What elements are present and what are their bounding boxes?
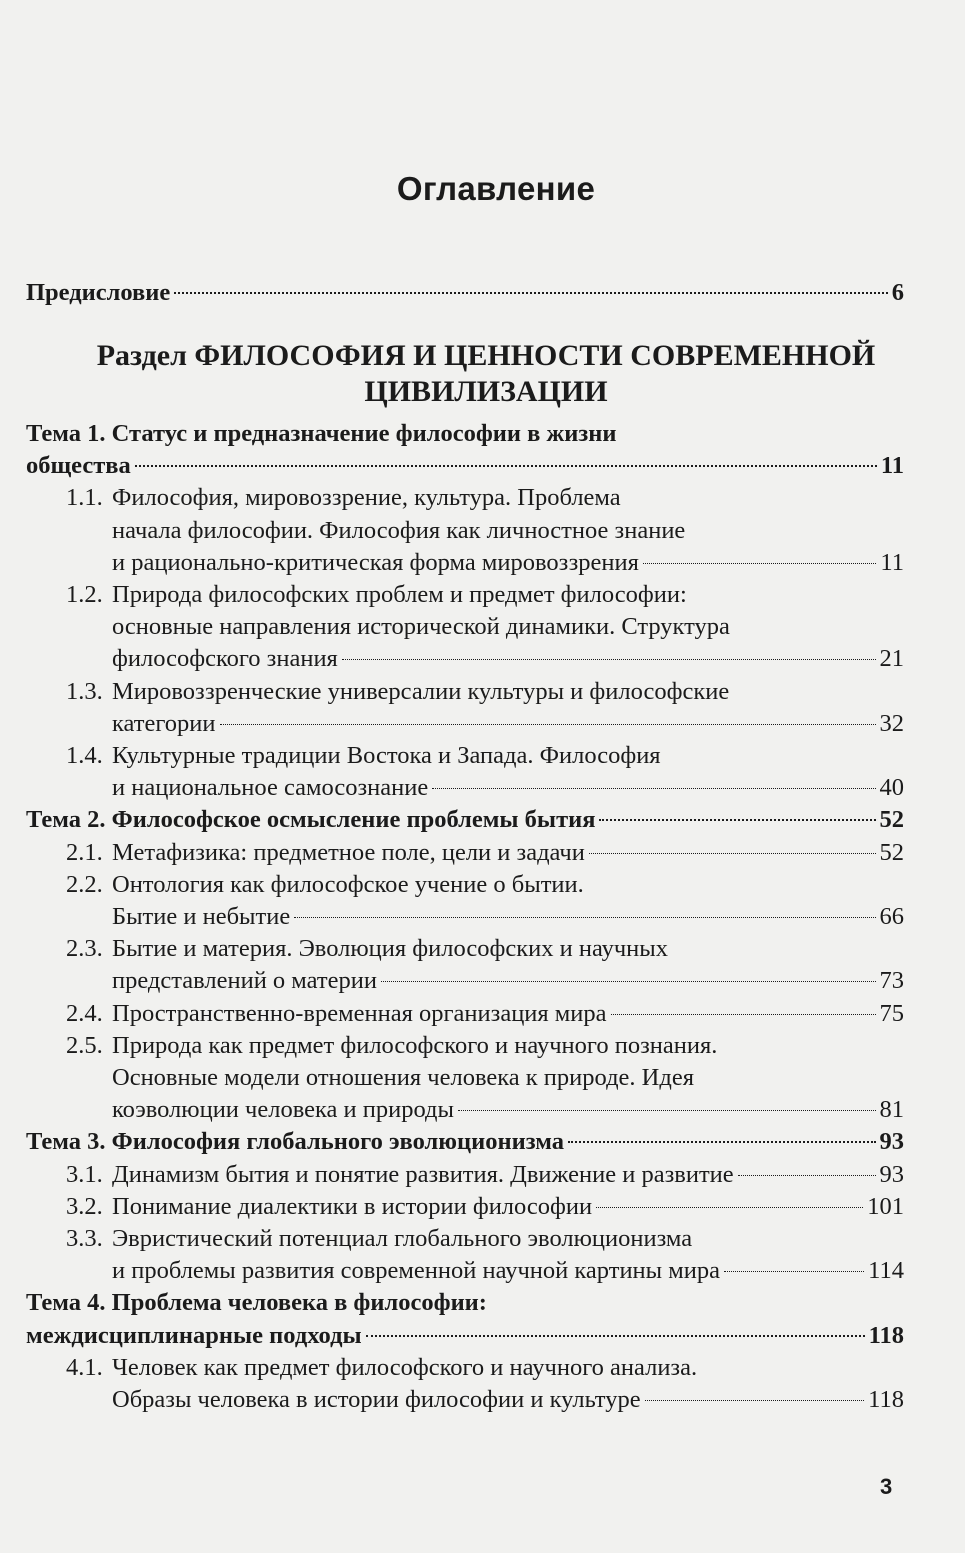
entry-page-number: 114 (868, 1257, 904, 1285)
entry-page-number: 66 (879, 903, 904, 930)
dot-leader (342, 659, 876, 660)
dot-leader (738, 1175, 876, 1176)
subsection-number: 2.4. (66, 999, 103, 1027)
dot-leader (724, 1271, 864, 1272)
subsection-entry[interactable] (112, 708, 904, 740)
dot-leader (458, 1110, 876, 1111)
topic-heading[interactable] (26, 1287, 904, 1319)
subsection-text: Динамизм бытия и понятие развития. Движение и развитие (112, 1160, 734, 1188)
entry-page-number: 40 (879, 774, 904, 802)
dot-leader (596, 1207, 863, 1208)
page-number: 3 (880, 1474, 893, 1499)
entry-page-number: 52 (879, 806, 904, 834)
dot-leader (643, 563, 877, 564)
subsection-entry[interactable] (112, 901, 904, 933)
dot-leader (381, 981, 876, 982)
entry-page-number: 21 (879, 645, 904, 673)
subsection-text: категории (112, 709, 216, 737)
subsection-number: 1.4. (66, 742, 103, 769)
dot-leader (220, 724, 876, 725)
entry-page-number: 11 (880, 452, 904, 480)
subsection-text: Образы человека в истории философии и культуре (112, 1386, 641, 1413)
subsection-entry[interactable] (112, 1384, 904, 1416)
subsection-text: Культурные традиции Востока и Запада. Философия (112, 742, 661, 769)
subsection-number: 2.1. (66, 838, 103, 866)
subsection-entry[interactable] (66, 933, 904, 965)
topic-heading[interactable] (26, 450, 904, 482)
subsection-text: начала философии. Философия как личностное знание (112, 516, 686, 544)
dot-leader (366, 1335, 865, 1337)
subsection-number: 2.5. (66, 1031, 103, 1059)
entry-page-number: 73 (879, 967, 904, 995)
subsection-entry[interactable] (112, 547, 904, 579)
subsection-text: Мировоззренческие универсалии культуры и философские (112, 677, 730, 705)
subsection-text: представлений о материи (112, 967, 377, 995)
subsection-entry[interactable] (112, 643, 904, 675)
toc-page (26, 0, 904, 1553)
subsection-entry[interactable] (112, 611, 904, 643)
subsection-number: 2.2. (66, 870, 103, 898)
entry-page-number: 75 (879, 999, 904, 1027)
dot-leader (294, 917, 875, 918)
subsection-text: Природа как предмет философского и научного познания. (112, 1031, 718, 1059)
dot-leader (599, 819, 875, 821)
dot-leader (611, 1014, 876, 1015)
topic-heading[interactable] (26, 804, 904, 836)
subsection-entry[interactable] (66, 1352, 904, 1384)
entry-page-number: 6 (891, 279, 904, 306)
subsection-text: Понимание диалектики в истории философии (112, 1192, 593, 1220)
subsection-entry[interactable] (112, 1094, 904, 1126)
topic-heading-text: Тема 1. Статус и предназначение философии в жизни (26, 420, 617, 447)
subsection-text: Природа философских проблем и предмет философии: (112, 581, 687, 608)
subsection-entry[interactable] (112, 1255, 904, 1287)
subsection-text: Человек как предмет философского и научного анализа. (112, 1353, 698, 1381)
subsection-number: 2.3. (66, 935, 103, 963)
dot-leader (645, 1400, 865, 1401)
subsection-text: и проблемы развития современной научной картины мира (112, 1257, 720, 1285)
subsection-entry[interactable] (66, 676, 904, 708)
subsection-text: основные направления исторической динамики. Структура (112, 613, 730, 641)
subsection-entry[interactable] (112, 515, 904, 547)
subsection-entry[interactable] (66, 1191, 904, 1223)
topic-heading-text: общества (26, 452, 131, 480)
entry-page-number: 81 (879, 1096, 904, 1124)
subsection-entry[interactable] (112, 965, 904, 997)
subsection-entry[interactable] (66, 740, 904, 772)
subsection-entry[interactable] (66, 1159, 904, 1191)
page-title: Оглавление (396, 170, 596, 207)
topic-heading-text: междисциплинарные подходы (26, 1321, 362, 1349)
subsection-entry[interactable] (66, 837, 904, 869)
subsection-entry[interactable] (66, 998, 904, 1030)
dot-leader (568, 1141, 876, 1143)
subsection-entry[interactable] (112, 1062, 904, 1094)
subsection-text: и рационально-критическая форма мировоззрения (112, 548, 639, 576)
subsection-text: Метафизика: предметное поле, цели и задачи (112, 838, 585, 866)
section-heading (36, 338, 936, 410)
subsection-number: 3.2. (66, 1192, 103, 1220)
topic-heading-text: Тема 4. Проблема человека в философии: (26, 1289, 487, 1317)
subsection-entry[interactable] (66, 869, 904, 901)
subsection-number: 3.1. (66, 1160, 103, 1188)
entry-page-number: 93 (879, 1128, 904, 1156)
subsection-number: 3.3. (66, 1225, 103, 1252)
entry-label: Предисловие (26, 279, 171, 306)
subsection-entry[interactable] (112, 772, 904, 804)
subsection-text: Онтология как философское учение о бытии. (112, 870, 584, 898)
dot-leader (589, 853, 876, 854)
dot-leader (432, 788, 875, 789)
dot-leader (174, 292, 888, 294)
topic-heading[interactable] (26, 418, 904, 450)
entry-page-number: 118 (868, 1321, 904, 1349)
subsection-text: коэволюции человека и природы (112, 1096, 454, 1124)
dot-leader (135, 465, 877, 467)
topic-heading[interactable] (26, 1126, 904, 1158)
subsection-text: Эвристический потенциал глобального эволюционизма (112, 1225, 693, 1252)
section-heading-line: ЦИВИЛИЗАЦИИ (364, 375, 608, 408)
subsection-text: и национальное самосознание (112, 774, 429, 802)
subsection-entry[interactable] (66, 1223, 904, 1255)
subsection-number: 1.3. (66, 677, 103, 705)
toc-entry-preface[interactable] (26, 277, 904, 309)
entry-page-number: 32 (879, 709, 904, 737)
topic-heading[interactable] (26, 1320, 904, 1352)
entry-page-number: 52 (879, 838, 904, 866)
entry-page-number: 118 (868, 1386, 904, 1413)
section-heading-line: Раздел ФИЛОСОФИЯ И ЦЕННОСТИ СОВРЕМЕННОЙ (96, 339, 876, 372)
subsection-entry[interactable] (66, 482, 904, 514)
subsection-text: Бытие и небытие (112, 903, 291, 930)
entry-page-number: 101 (867, 1192, 904, 1220)
subsection-number: 1.2. (66, 581, 103, 608)
subsection-text: Бытие и материя. Эволюция философских и научных (112, 935, 668, 963)
subsection-number: 1.1. (66, 484, 103, 512)
subsection-text: Философия, мировоззрение, культура. Проблема (112, 484, 621, 512)
subsection-text: философского знания (112, 645, 338, 673)
entry-page-number: 93 (879, 1160, 904, 1188)
subsection-text: Пространственно-временная организация мира (112, 999, 607, 1027)
topic-heading-text: Тема 3. Философия глобального эволюционизма (26, 1128, 564, 1156)
subsection-entry[interactable] (66, 1030, 904, 1062)
subsection-entry[interactable] (66, 579, 904, 611)
entry-page-number: 11 (880, 548, 904, 576)
subsection-number: 4.1. (66, 1353, 103, 1381)
subsection-text: Основные модели отношения человека к природе. Идея (112, 1064, 694, 1091)
topic-heading-text: Тема 2. Философское осмысление проблемы бытия (26, 806, 596, 834)
